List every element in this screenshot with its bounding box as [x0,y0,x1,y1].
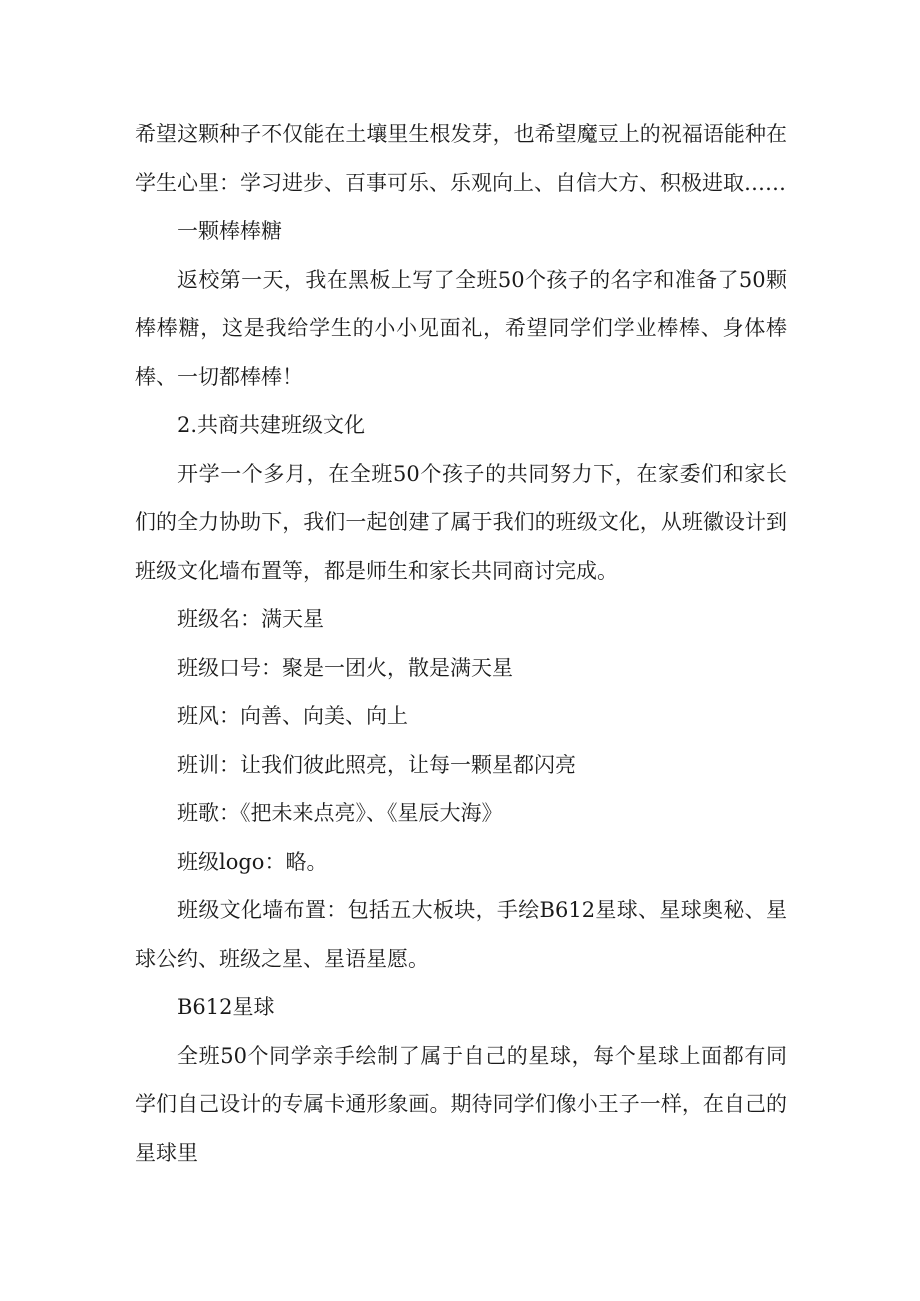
class-logo-line: 班级logo：略。 [177,849,328,874]
paragraph-first-day: 返校第一天，我在黑板上写了全班50个孩子的名字和准备了50颗棒棒糖，这是我给学生的小小见面礼，希望同学们学业棒棒、身体棒棒、一切都棒棒！ [135,267,787,389]
heading-b612-planet: B612星球 [177,995,275,1019]
class-style-line: 班风：向善、向美、向上 [177,704,408,728]
class-name-line: 班级名：满天星 [177,607,324,631]
class-slogan-line: 班级口号：聚是一团火，散是满天星 [177,655,513,680]
heading-class-culture: 2.共商共建班级文化 [177,413,366,437]
document-body [135,110,787,1177]
paragraph-b612-planet: 全班50个同学亲手绘制了属于自己的星球，每个星球上面都有同学们自己设计的专属卡通形象画。期待同学们像小王子一样，在自己的星球里 [135,1043,787,1165]
class-song-line: 班歌：《把未来点亮》、《星辰大海》 [177,801,503,825]
paragraph-class-culture: 开学一个多月，在全班50个孩子的共同努力下，在家委们和家长们的全力协助下，我们一起创建了属于我们的班级文化，从班徽设计到班级文化墙布置等，都是师生和家长共同商讨完成。 [135,461,787,583]
heading-lollipop: 一颗棒棒糖 [177,219,282,243]
paragraph-wish-seed: 希望这颗种子不仅能在土壤里生根发芽，也希望魔豆上的祝福语能种在学生心里：学习进步、百事可乐、乐观向上、自信大方、积极进取…… [135,122,787,195]
class-motto-line: 班训：让我们彼此照亮，让每一颗星都闪亮 [177,752,576,777]
paragraph-culture-wall: 班级文化墙布置：包括五大板块，手绘B612星球、星球奥秘、星球公约、班级之星、星语星愿。 [135,898,787,971]
